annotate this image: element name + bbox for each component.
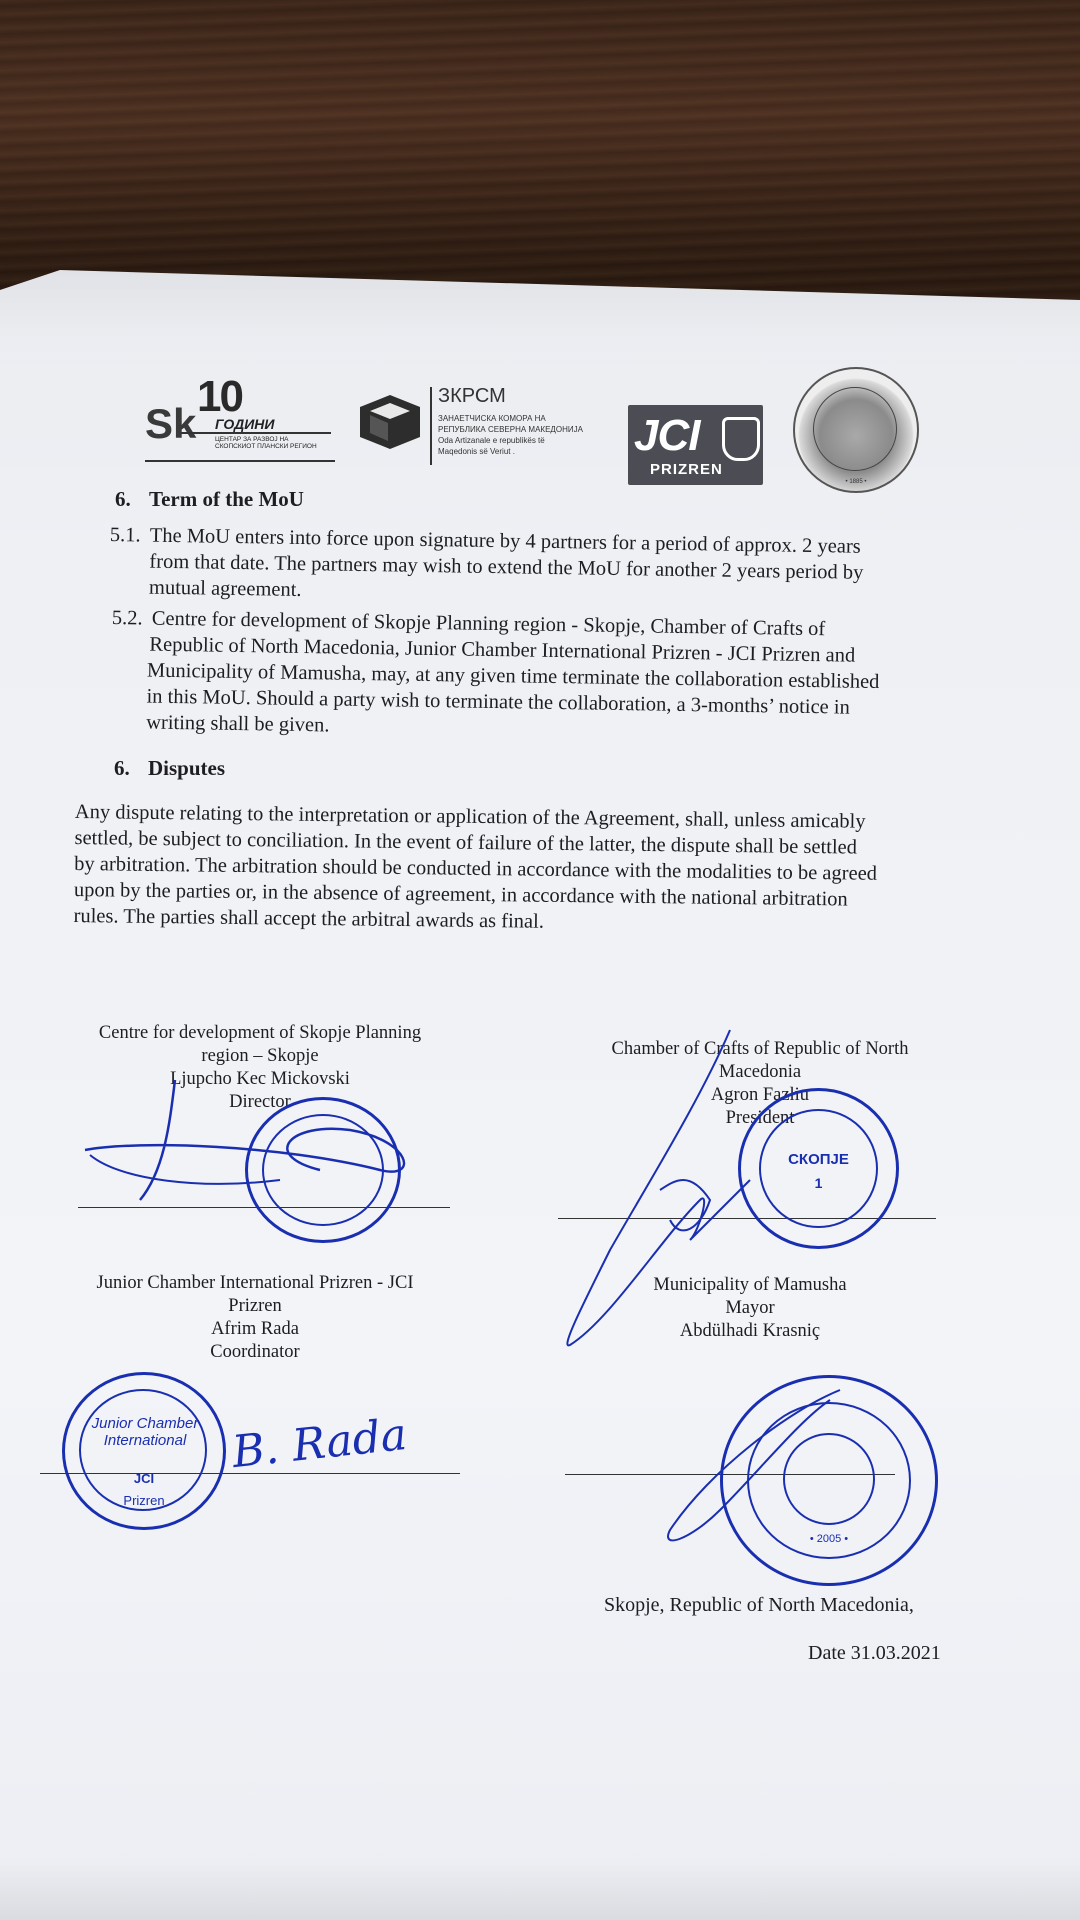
- bottom-shadow: [0, 1860, 1080, 1920]
- disputes-line-1: Any dispute relating to the interpretation or application of the Agreement, shall, unless amicably: [74, 800, 866, 833]
- mamusha-municipality-seal: [793, 367, 919, 493]
- section-term-title: Term of the MoU: [149, 487, 304, 511]
- disputes-line-2: settled, be subject to conciliation. In the event of failure of the latter, the dispute shall be settled: [74, 826, 858, 859]
- skopje-role: Director: [229, 1092, 291, 1112]
- clause-5-2-line-4: in this MoU. Should a party wish to terminate the collaboration, a 3-months’ notice in: [146, 685, 850, 719]
- jci-org-line-1: Junior Chamber International Prizren - JCI: [96, 1273, 414, 1293]
- jci-handwritten-signature: B. Rada: [229, 1408, 410, 1479]
- jci-org-line-2: Prizren: [228, 1296, 282, 1316]
- mamusha-org: Municipality of Mamusha: [653, 1275, 847, 1295]
- clause-5-2-line-2: Republic of North Macedonia, Junior Chamber International Prizren - JCI Prizren and: [149, 633, 856, 667]
- jci-shield-icon: [722, 417, 760, 461]
- signing-date: Date 31.03.2021: [808, 1642, 941, 1664]
- jci-stamp-sub: JCI: [133, 1471, 155, 1486]
- chamber-logo-text: ЗАНАЕТЧИСКА КОМОРА НА РЕПУБЛИКА СЕВЕРНА МАКЕДОНИЈА Oda Artizanale e republikës të Maqedonis së Veriut .: [438, 414, 583, 456]
- chamber-acronym: ЗКРСМ: [438, 385, 506, 407]
- jci-prizren-logo: [628, 405, 763, 485]
- jci-stamp-text: Junior Chamber International: [91, 1415, 199, 1449]
- logo-rdc-subtitle: ЦЕНТАР ЗА РАЗВОЈ НА СКОПСКИОТ ПЛАНСКИ РЕГИОН: [215, 436, 317, 450]
- mamusha-stamp-year: • 2005 •: [809, 1533, 849, 1545]
- section-term-heading: [115, 487, 304, 511]
- signatory-jci: [60, 1272, 450, 1364]
- clause-5-2-number: 5.2.: [111, 606, 143, 630]
- logo-godini-word: ГОДИНИ: [215, 416, 275, 432]
- signatory-mamusha: [600, 1274, 900, 1343]
- clause-5-1-line-1: The MoU enters into force upon signature by 4 partners for a period of approx. 2 years: [149, 524, 861, 558]
- logo-sk-initials: Sk: [145, 400, 197, 447]
- section-term-number: 6.: [115, 487, 131, 511]
- jci-role: Coordinator: [210, 1342, 300, 1362]
- crafts-org-line-1: Chamber of Crafts of Republic of North: [611, 1039, 909, 1059]
- logo-10-number: 10: [197, 372, 242, 421]
- clause-5-1-number: 5.1.: [109, 523, 141, 547]
- jci-stamp: [62, 1372, 226, 1530]
- jci-city: PRIZREN: [650, 461, 723, 478]
- clause-5-1-line-2: from that date. The partners may wish to extend the MoU for another 2 years period by: [149, 550, 864, 584]
- mamusha-seal-year: • 1885 •: [845, 479, 867, 485]
- jci-brand: JCI: [634, 411, 700, 460]
- sheet-shadow: [0, 260, 1080, 340]
- clause-5-2-line-5: writing shall be given.: [146, 711, 330, 737]
- section-disputes-heading: [114, 756, 225, 780]
- crafts-stamp-city: СКОПЈЕ: [788, 1151, 849, 1168]
- crafts-org-line-2: Macedonia: [718, 1062, 802, 1082]
- mamusha-role: Mayor: [725, 1298, 775, 1318]
- mamusha-name: Abdülhadi Krasniç: [679, 1321, 821, 1341]
- disputes-line-3: by arbitration. The arbitration should be conducted in accordance with the modalities to be agreed: [74, 852, 878, 885]
- wooden-table-background: [0, 0, 1080, 300]
- crafts-name: Agron Fazliu: [710, 1085, 810, 1105]
- skopje-org-line-1: Centre for development of Skopje Planning: [98, 1023, 422, 1043]
- clause-5-2-line-3: Municipality of Mamusha, may, at any given time terminate the collaboration established: [146, 659, 880, 694]
- disputes-line-5: rules. The parties shall accept the arbitral awards as final.: [73, 904, 545, 933]
- skopje-name: Ljupcho Kec Mickovski: [170, 1069, 350, 1089]
- jci-name: Afrim Rada: [211, 1319, 299, 1339]
- skopje-signature-scribble: [80, 1060, 440, 1220]
- crafts-role: President: [725, 1108, 795, 1128]
- disputes-line-4: upon by the parties or, in the absence of agreement, in accordance with the national arbitration: [73, 878, 848, 911]
- section-disputes-title: Disputes: [148, 756, 226, 780]
- jci-stamp-city: Prizren: [123, 1493, 165, 1508]
- clause-5-1-line-3: mutual agreement.: [148, 576, 302, 602]
- skopje-org-line-2: region – Skopje: [201, 1046, 319, 1066]
- clause-5-2-line-1: Centre for development of Skopje Planning region - Skopje, Chamber of Crafts of: [151, 607, 826, 641]
- chamber-of-crafts-logo: [358, 385, 638, 470]
- signing-place: Skopje, Republic of North Macedonia,: [604, 1594, 914, 1616]
- section-disputes-number: 6.: [114, 756, 130, 780]
- crafts-stamp-number: 1: [814, 1175, 823, 1191]
- mamusha-signature-scribble: [650, 1380, 850, 1550]
- skopje-region-logo: [145, 372, 345, 467]
- chamber-cube-icon: [358, 393, 422, 451]
